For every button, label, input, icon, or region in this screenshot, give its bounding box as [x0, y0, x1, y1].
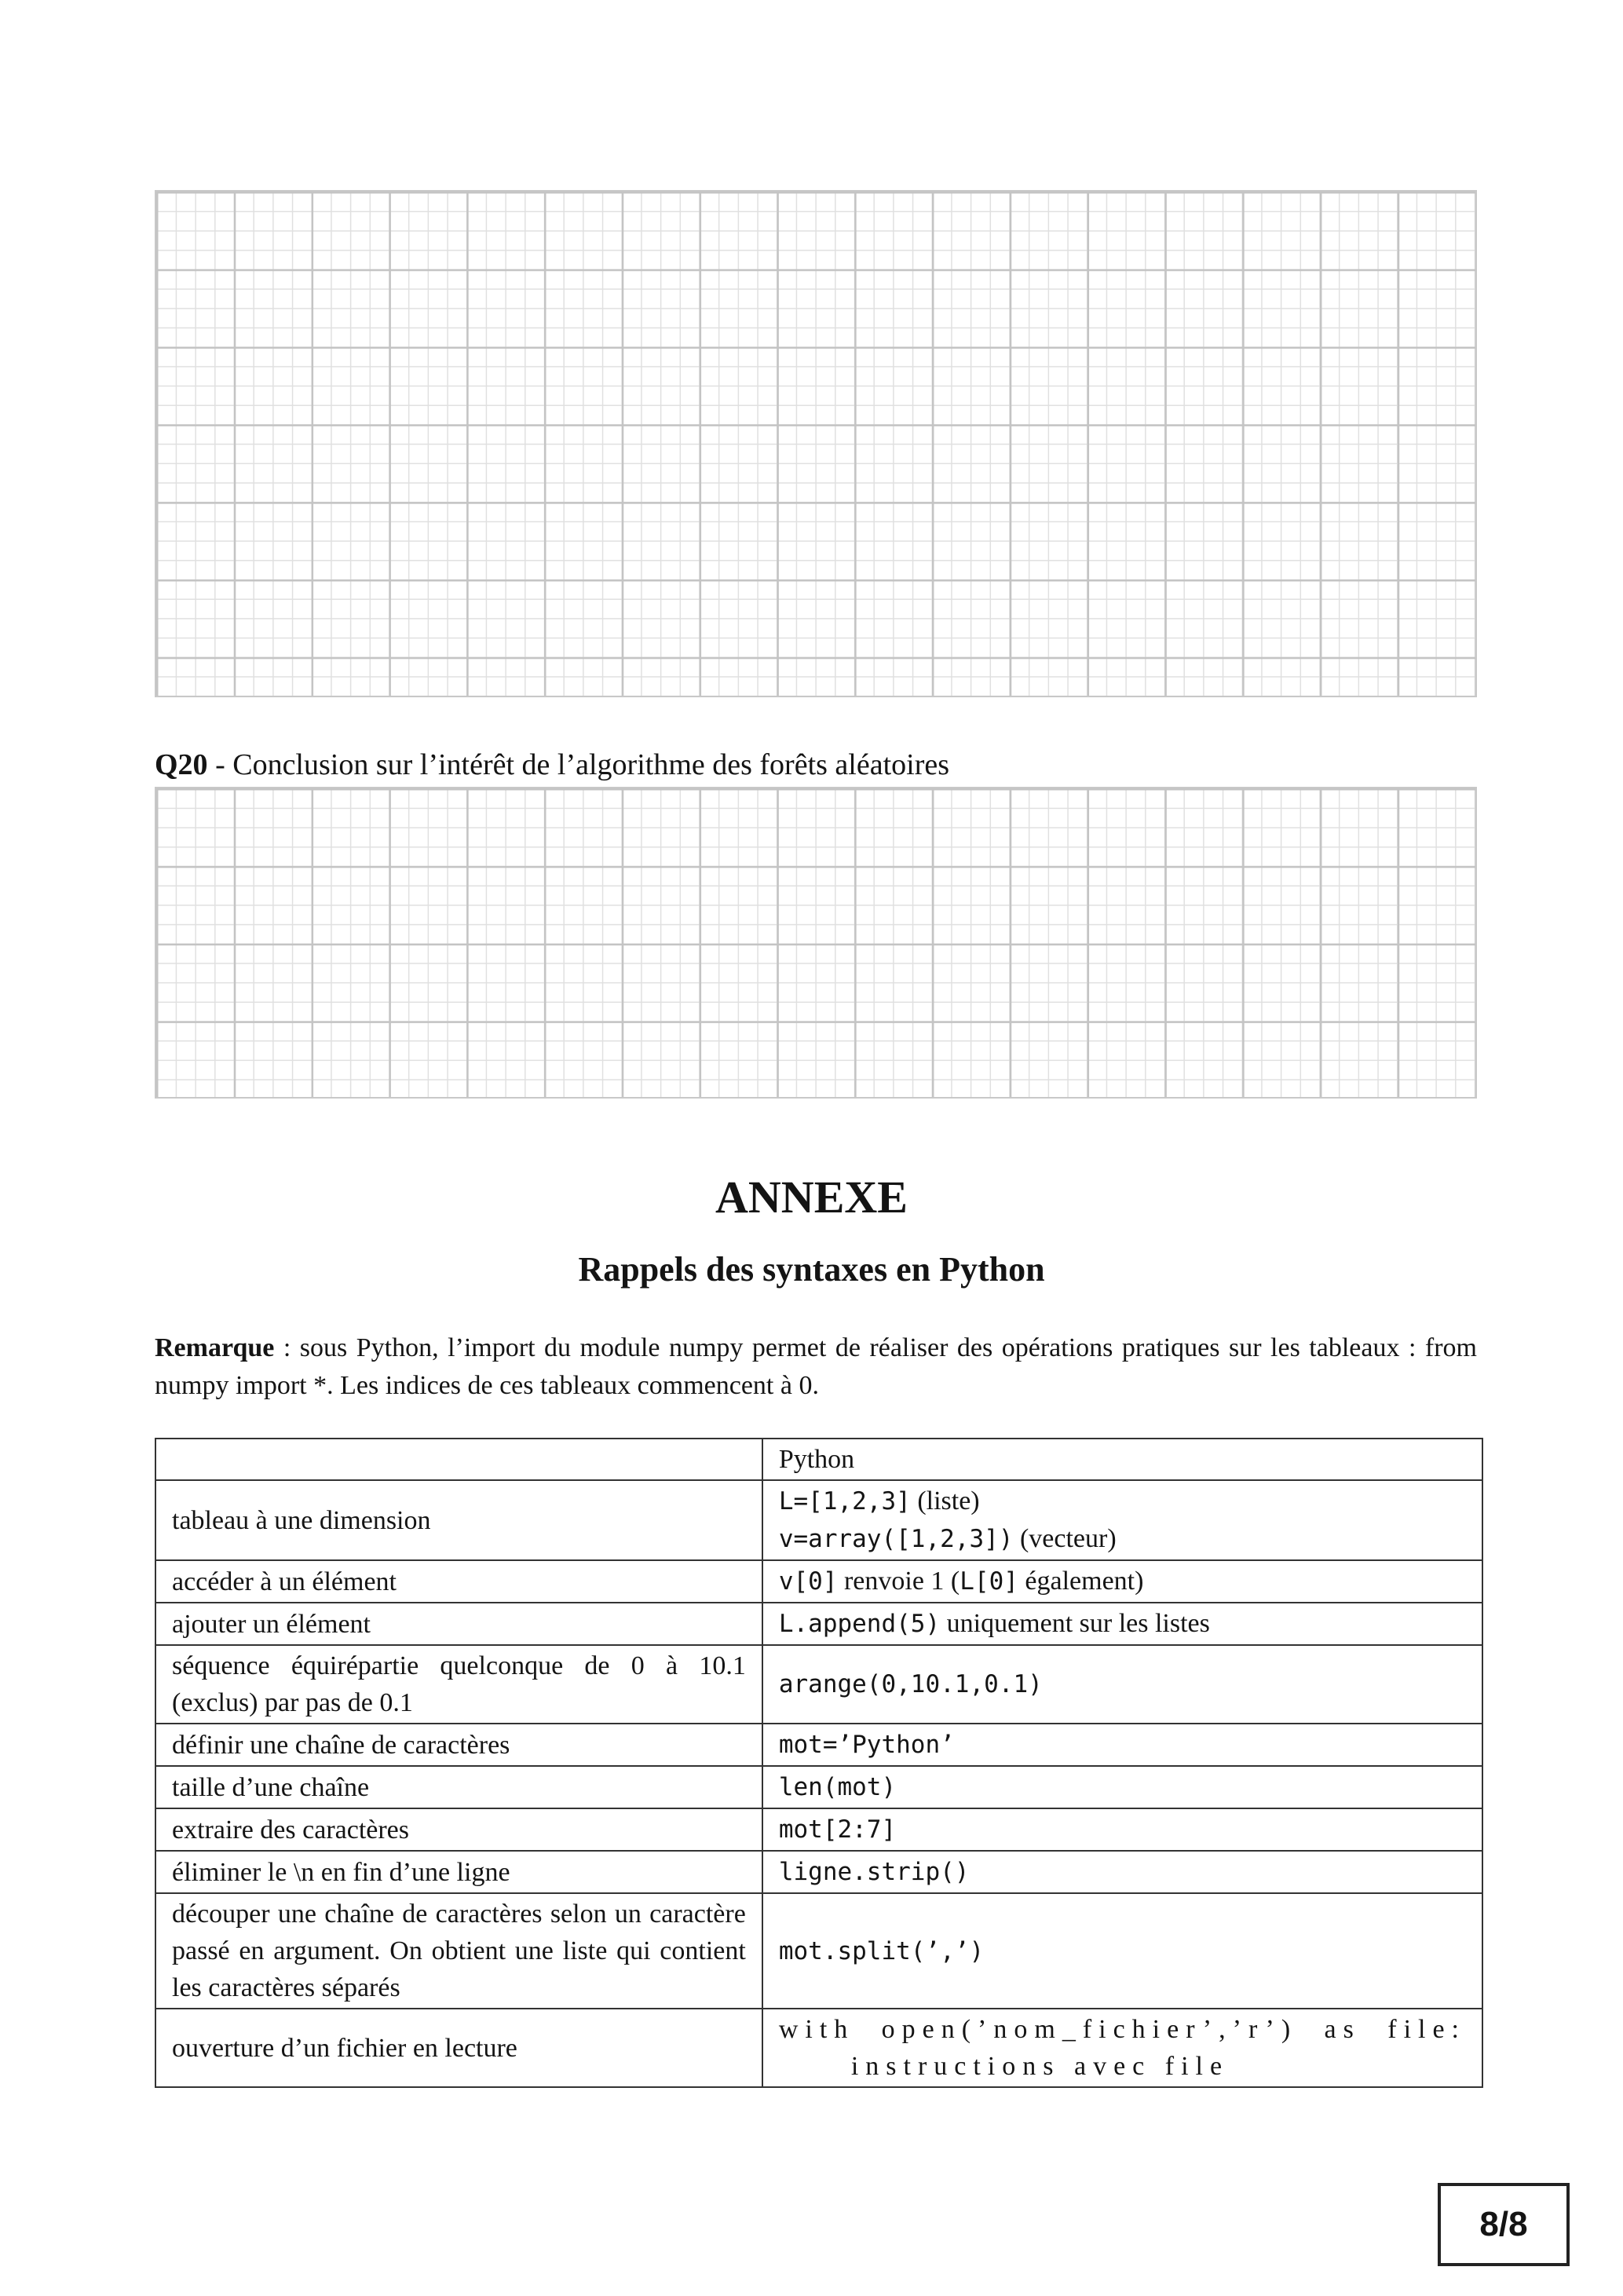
question-text: - Conclusion sur l’intérêt de l’algorithme des forêts aléatoires — [207, 748, 949, 781]
code-note: (vecteur) — [1013, 1524, 1117, 1553]
table-header-cell — [155, 1439, 762, 1480]
row-python-cell — [762, 2009, 1482, 2087]
code-snippet: L.append(5) — [778, 1610, 941, 1638]
remark-text: : sous Python, l’import du module numpy permet de réaliser des opérations pratiques sur les tableaux : from numpy import *. Les indices de ces tableaux commencent à 0. — [155, 1333, 1477, 1400]
row-python-cell — [762, 1766, 1482, 1808]
table-header-row — [155, 1439, 1482, 1480]
table-row — [155, 1603, 1482, 1645]
annexe-subtitle: Rappels des syntaxes en Python — [578, 1250, 1045, 1289]
table-row — [155, 1851, 1482, 1893]
row-description: découper une chaîne de caractères selon un caractère passé en argument. On obtient une liste qui contient les caractères séparés — [155, 1893, 762, 2009]
code-snippet: with open(’nom_fichier’,’r’) as file: — [778, 2015, 1466, 2044]
row-description: séquence équirépartie quelconque de 0 à 10.1 (exclus) par pas de 0.1 — [155, 1645, 762, 1724]
table-row — [155, 1480, 1482, 1560]
code-snippet: len(mot) — [778, 1773, 897, 1801]
table-row — [155, 1645, 1482, 1724]
row-python-cell — [762, 1893, 1482, 2009]
code-note: également) — [1018, 1567, 1144, 1596]
row-description: ouverture d’un fichier en lecture — [155, 2009, 762, 2087]
row-python-cell — [762, 1560, 1482, 1603]
row-description: extraire des caractères — [155, 1808, 762, 1851]
row-python-cell — [762, 1480, 1482, 1560]
table-header-cell: Python — [762, 1439, 1482, 1480]
row-description: ajouter un élément — [155, 1603, 762, 1645]
page-number: 8/8 — [1438, 2183, 1570, 2266]
row-description: tableau à une dimension — [155, 1480, 762, 1560]
table-row — [155, 1893, 1482, 2009]
row-description: taille d’une chaîne — [155, 1766, 762, 1808]
code-snippet: mot=’Python’ — [778, 1731, 955, 1759]
code-snippet: L=[1,2,3] — [778, 1487, 911, 1515]
row-description: éliminer le \n en fin d’une ligne — [155, 1851, 762, 1893]
python-syntax-table — [155, 1438, 1483, 2088]
row-python-cell — [762, 1808, 1482, 1851]
code-snippet: mot[2:7] — [778, 1815, 897, 1844]
answer-grid-q19[interactable] — [155, 190, 1477, 697]
code-snippet: v=array([1,2,3]) — [778, 1525, 1014, 1553]
code-snippet: instructions avec file — [850, 2052, 1230, 2081]
code-note: uniquement sur les listes — [940, 1609, 1210, 1638]
code-snippet: v[0] — [778, 1567, 838, 1596]
code-snippet: ligne.strip() — [778, 1858, 970, 1886]
question-q20 — [155, 748, 949, 782]
row-python-cell — [762, 1645, 1482, 1724]
table-row — [155, 1724, 1482, 1766]
row-python-cell — [762, 1603, 1482, 1645]
question-label: Q20 — [155, 748, 208, 781]
code-note: renvoie 1 ( — [837, 1567, 960, 1596]
row-python-cell — [762, 1851, 1482, 1893]
table-row — [155, 1560, 1482, 1603]
row-description: définir une chaîne de caractères — [155, 1724, 762, 1766]
code-snippet: arange(0,10.1,0.1) — [778, 1670, 1043, 1698]
code-snippet: mot.split(’,’) — [778, 1936, 985, 1965]
annexe-title: ANNEXE — [715, 1172, 908, 1223]
table-row — [155, 2009, 1482, 2087]
remark-paragraph — [155, 1329, 1477, 1405]
table-row — [155, 1766, 1482, 1808]
code-snippet: L[0] — [960, 1567, 1018, 1596]
remark-label: Remarque — [155, 1333, 275, 1362]
row-description: accéder à un élément — [155, 1560, 762, 1603]
answer-grid-q20[interactable] — [155, 787, 1477, 1099]
row-python-cell — [762, 1724, 1482, 1766]
table-row — [155, 1808, 1482, 1851]
code-note: (liste) — [910, 1486, 980, 1515]
